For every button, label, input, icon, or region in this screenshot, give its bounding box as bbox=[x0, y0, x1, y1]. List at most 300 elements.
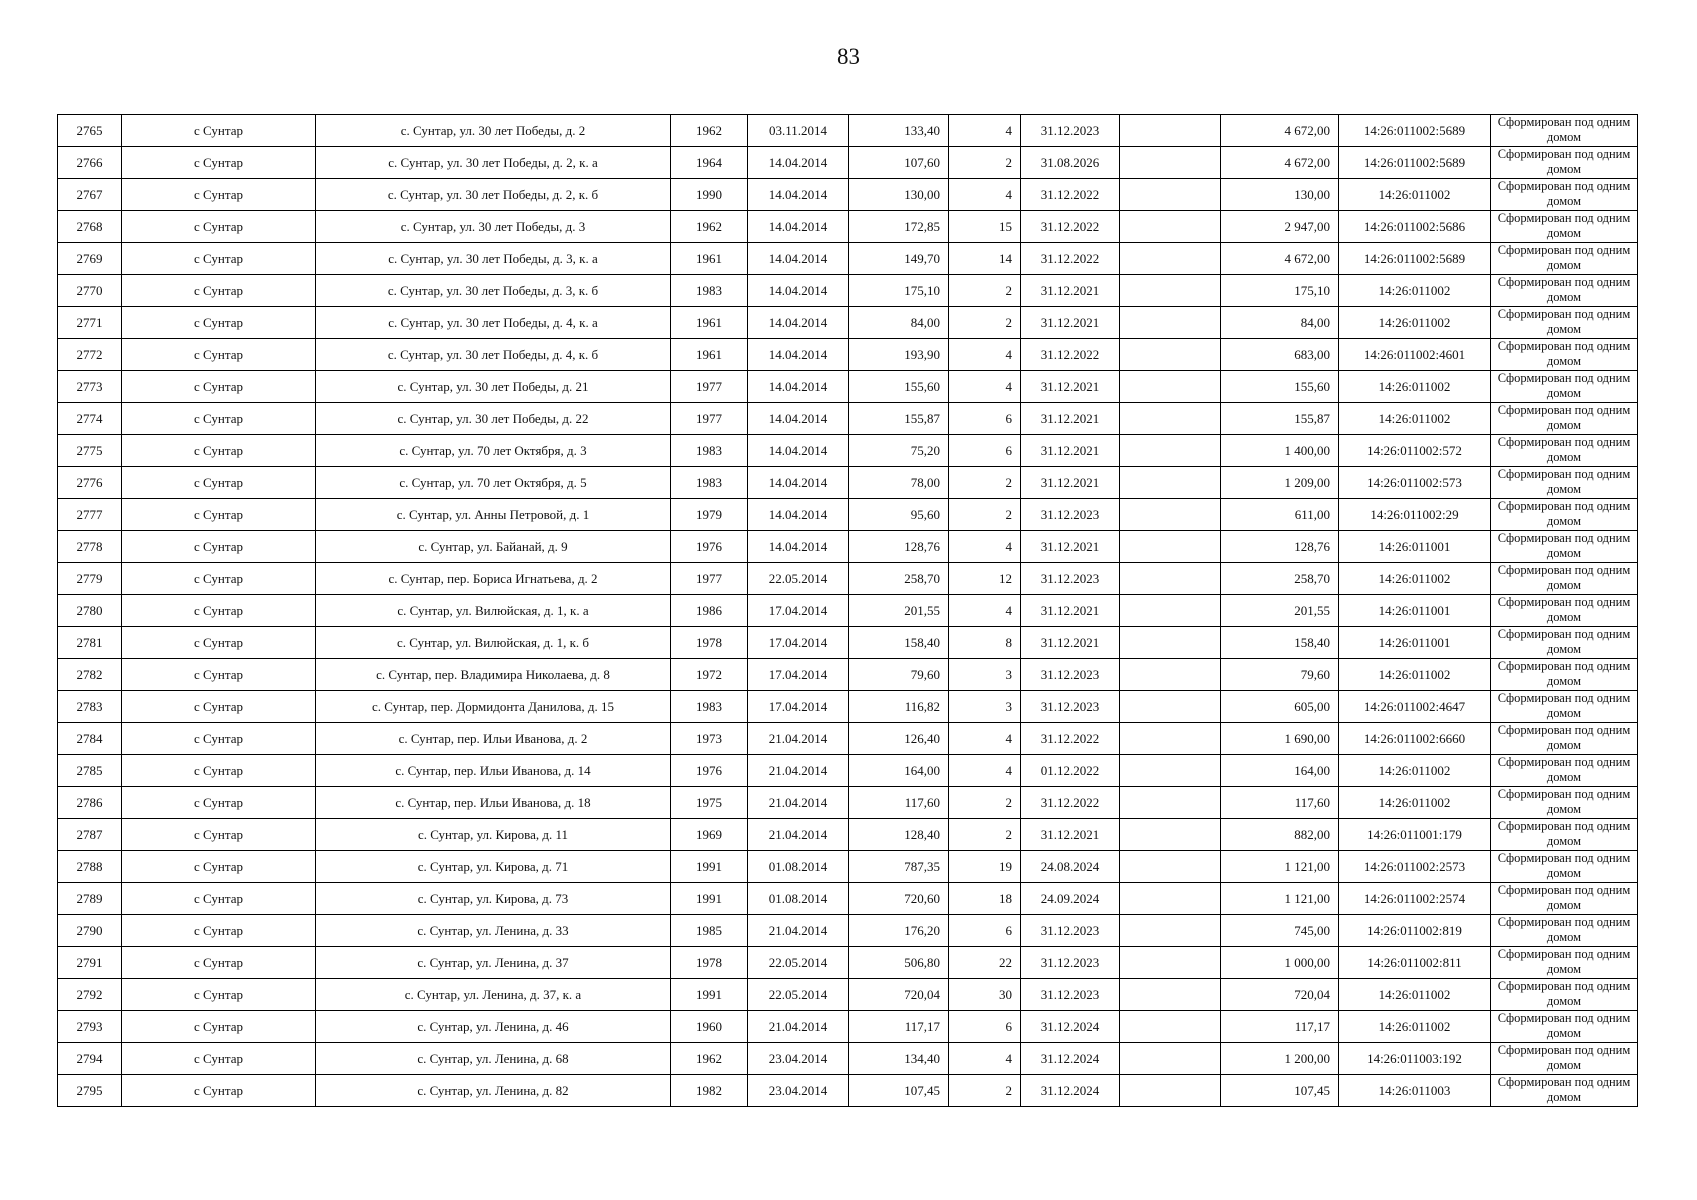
deadline-cell: 31.12.2022 bbox=[1021, 787, 1120, 819]
plot-area-cell: 201,55 bbox=[1221, 595, 1339, 627]
date-cell: 14.04.2014 bbox=[748, 339, 849, 371]
settlement-cell: с Сунтар bbox=[122, 339, 316, 371]
cadastral-number-cell: 14:26:011002:5689 bbox=[1339, 115, 1491, 147]
build-year-cell: 1983 bbox=[671, 467, 748, 499]
table-row bbox=[58, 595, 1638, 627]
deadline-cell: 24.08.2024 bbox=[1021, 851, 1120, 883]
deadline-cell: 31.08.2026 bbox=[1021, 147, 1120, 179]
cadastral-number-cell: 14:26:011002:819 bbox=[1339, 915, 1491, 947]
area-cell: 172,85 bbox=[849, 211, 949, 243]
build-year-cell: 1975 bbox=[671, 787, 748, 819]
empty-cell bbox=[1120, 435, 1221, 467]
plot-area-cell: 130,00 bbox=[1221, 179, 1339, 211]
build-year-cell: 1983 bbox=[671, 691, 748, 723]
cadastral-number-cell: 14:26:011002 bbox=[1339, 659, 1491, 691]
cadastral-number-cell: 14:26:011002:29 bbox=[1339, 499, 1491, 531]
plot-area-cell: 1 121,00 bbox=[1221, 883, 1339, 915]
plot-area-cell: 175,10 bbox=[1221, 275, 1339, 307]
deadline-cell: 31.12.2022 bbox=[1021, 179, 1120, 211]
residents-cell: 2 bbox=[949, 819, 1021, 851]
residents-cell: 4 bbox=[949, 115, 1021, 147]
address-cell: с. Сунтар, ул. 30 лет Победы, д. 4, к. б bbox=[316, 339, 671, 371]
residents-cell: 2 bbox=[949, 499, 1021, 531]
deadline-cell: 31.12.2023 bbox=[1021, 691, 1120, 723]
status-cell: Сформирован под одним домом bbox=[1491, 467, 1638, 499]
row-number-cell: 2795 bbox=[58, 1075, 122, 1107]
table-row bbox=[58, 755, 1638, 787]
address-cell: с. Сунтар, ул. 30 лет Победы, д. 22 bbox=[316, 403, 671, 435]
settlement-cell: с Сунтар bbox=[122, 499, 316, 531]
row-number-cell: 2792 bbox=[58, 979, 122, 1011]
plot-area-cell: 1 400,00 bbox=[1221, 435, 1339, 467]
status-cell: Сформирован под одним домом bbox=[1491, 147, 1638, 179]
date-cell: 01.08.2014 bbox=[748, 851, 849, 883]
status-cell: Сформирован под одним домом bbox=[1491, 403, 1638, 435]
residents-cell: 4 bbox=[949, 1043, 1021, 1075]
empty-cell bbox=[1120, 1075, 1221, 1107]
settlement-cell: с Сунтар bbox=[122, 531, 316, 563]
address-cell: с. Сунтар, ул. 30 лет Победы, д. 3, к. б bbox=[316, 275, 671, 307]
cadastral-number-cell: 14:26:011002 bbox=[1339, 403, 1491, 435]
date-cell: 14.04.2014 bbox=[748, 467, 849, 499]
date-cell: 23.04.2014 bbox=[748, 1075, 849, 1107]
area-cell: 107,60 bbox=[849, 147, 949, 179]
settlement-cell: с Сунтар bbox=[122, 275, 316, 307]
settlement-cell: с Сунтар bbox=[122, 787, 316, 819]
cadastral-number-cell: 14:26:011002 bbox=[1339, 371, 1491, 403]
status-cell: Сформирован под одним домом bbox=[1491, 371, 1638, 403]
row-number-cell: 2789 bbox=[58, 883, 122, 915]
plot-area-cell: 882,00 bbox=[1221, 819, 1339, 851]
cadastral-number-cell: 14:26:011002:811 bbox=[1339, 947, 1491, 979]
residents-cell: 2 bbox=[949, 467, 1021, 499]
status-cell: Сформирован под одним домом bbox=[1491, 755, 1638, 787]
deadline-cell: 31.12.2023 bbox=[1021, 915, 1120, 947]
build-year-cell: 1976 bbox=[671, 531, 748, 563]
settlement-cell: с Сунтар bbox=[122, 147, 316, 179]
empty-cell bbox=[1120, 115, 1221, 147]
date-cell: 14.04.2014 bbox=[748, 275, 849, 307]
deadline-cell: 31.12.2022 bbox=[1021, 723, 1120, 755]
plot-area-cell: 2 947,00 bbox=[1221, 211, 1339, 243]
plot-area-cell: 605,00 bbox=[1221, 691, 1339, 723]
address-cell: с. Сунтар, ул. 30 лет Победы, д. 2, к. б bbox=[316, 179, 671, 211]
build-year-cell: 1990 bbox=[671, 179, 748, 211]
table-row bbox=[58, 979, 1638, 1011]
settlement-cell: с Сунтар bbox=[122, 659, 316, 691]
status-cell: Сформирован под одним домом bbox=[1491, 1043, 1638, 1075]
area-cell: 128,40 bbox=[849, 819, 949, 851]
date-cell: 14.04.2014 bbox=[748, 179, 849, 211]
address-cell: с. Сунтар, ул. 30 лет Победы, д. 2 bbox=[316, 115, 671, 147]
date-cell: 14.04.2014 bbox=[748, 243, 849, 275]
table-row bbox=[58, 819, 1638, 851]
table-row bbox=[58, 307, 1638, 339]
status-cell: Сформирован под одним домом bbox=[1491, 819, 1638, 851]
address-cell: с. Сунтар, пер. Владимира Николаева, д. 8 bbox=[316, 659, 671, 691]
address-cell: с. Сунтар, ул. Анны Петровой, д. 1 bbox=[316, 499, 671, 531]
empty-cell bbox=[1120, 979, 1221, 1011]
residents-cell: 2 bbox=[949, 1075, 1021, 1107]
plot-area-cell: 84,00 bbox=[1221, 307, 1339, 339]
build-year-cell: 1991 bbox=[671, 979, 748, 1011]
build-year-cell: 1985 bbox=[671, 915, 748, 947]
plot-area-cell: 107,45 bbox=[1221, 1075, 1339, 1107]
address-cell: с. Сунтар, ул. Байанай, д. 9 bbox=[316, 531, 671, 563]
empty-cell bbox=[1120, 851, 1221, 883]
cadastral-number-cell: 14:26:011003 bbox=[1339, 1075, 1491, 1107]
deadline-cell: 31.12.2024 bbox=[1021, 1043, 1120, 1075]
date-cell: 17.04.2014 bbox=[748, 627, 849, 659]
status-cell: Сформирован под одним домом bbox=[1491, 275, 1638, 307]
settlement-cell: с Сунтар bbox=[122, 1011, 316, 1043]
row-number-cell: 2780 bbox=[58, 595, 122, 627]
empty-cell bbox=[1120, 147, 1221, 179]
empty-cell bbox=[1120, 275, 1221, 307]
build-year-cell: 1962 bbox=[671, 1043, 748, 1075]
plot-area-cell: 117,17 bbox=[1221, 1011, 1339, 1043]
area-cell: 175,10 bbox=[849, 275, 949, 307]
settlement-cell: с Сунтар bbox=[122, 179, 316, 211]
settlement-cell: с Сунтар bbox=[122, 883, 316, 915]
table-row bbox=[58, 947, 1638, 979]
deadline-cell: 31.12.2021 bbox=[1021, 627, 1120, 659]
empty-cell bbox=[1120, 787, 1221, 819]
status-cell: Сформирован под одним домом bbox=[1491, 979, 1638, 1011]
area-cell: 193,90 bbox=[849, 339, 949, 371]
address-cell: с. Сунтар, ул. 30 лет Победы, д. 2, к. а bbox=[316, 147, 671, 179]
plot-area-cell: 79,60 bbox=[1221, 659, 1339, 691]
plot-area-cell: 745,00 bbox=[1221, 915, 1339, 947]
empty-cell bbox=[1120, 691, 1221, 723]
cadastral-number-cell: 14:26:011002:572 bbox=[1339, 435, 1491, 467]
status-cell: Сформирован под одним домом bbox=[1491, 307, 1638, 339]
status-cell: Сформирован под одним домом bbox=[1491, 883, 1638, 915]
empty-cell bbox=[1120, 915, 1221, 947]
empty-cell bbox=[1120, 627, 1221, 659]
cadastral-number-cell: 14:26:011002:5689 bbox=[1339, 147, 1491, 179]
plot-area-cell: 1 121,00 bbox=[1221, 851, 1339, 883]
area-cell: 506,80 bbox=[849, 947, 949, 979]
build-year-cell: 1969 bbox=[671, 819, 748, 851]
deadline-cell: 31.12.2021 bbox=[1021, 531, 1120, 563]
build-year-cell: 1960 bbox=[671, 1011, 748, 1043]
area-cell: 78,00 bbox=[849, 467, 949, 499]
settlement-cell: с Сунтар bbox=[122, 851, 316, 883]
row-number-cell: 2768 bbox=[58, 211, 122, 243]
table-row bbox=[58, 403, 1638, 435]
residents-cell: 4 bbox=[949, 179, 1021, 211]
deadline-cell: 31.12.2024 bbox=[1021, 1075, 1120, 1107]
residents-cell: 18 bbox=[949, 883, 1021, 915]
address-cell: с. Сунтар, ул. Кирова, д. 73 bbox=[316, 883, 671, 915]
row-number-cell: 2772 bbox=[58, 339, 122, 371]
table-row bbox=[58, 627, 1638, 659]
date-cell: 21.04.2014 bbox=[748, 819, 849, 851]
deadline-cell: 31.12.2021 bbox=[1021, 403, 1120, 435]
settlement-cell: с Сунтар bbox=[122, 819, 316, 851]
row-number-cell: 2788 bbox=[58, 851, 122, 883]
empty-cell bbox=[1120, 595, 1221, 627]
address-cell: с. Сунтар, ул. Вилюйская, д. 1, к. б bbox=[316, 627, 671, 659]
date-cell: 14.04.2014 bbox=[748, 403, 849, 435]
empty-cell bbox=[1120, 723, 1221, 755]
table-row bbox=[58, 435, 1638, 467]
plot-area-cell: 258,70 bbox=[1221, 563, 1339, 595]
deadline-cell: 31.12.2023 bbox=[1021, 115, 1120, 147]
residents-cell: 6 bbox=[949, 403, 1021, 435]
residents-cell: 4 bbox=[949, 531, 1021, 563]
status-cell: Сформирован под одним домом bbox=[1491, 435, 1638, 467]
settlement-cell: с Сунтар bbox=[122, 947, 316, 979]
cadastral-number-cell: 14:26:011001 bbox=[1339, 627, 1491, 659]
address-cell: с. Сунтар, пер. Ильи Иванова, д. 2 bbox=[316, 723, 671, 755]
build-year-cell: 1964 bbox=[671, 147, 748, 179]
area-cell: 95,60 bbox=[849, 499, 949, 531]
status-cell: Сформирован под одним домом bbox=[1491, 595, 1638, 627]
address-cell: с. Сунтар, ул. 30 лет Победы, д. 4, к. а bbox=[316, 307, 671, 339]
page-number: 83 bbox=[837, 44, 860, 69]
address-cell: с. Сунтар, ул. Ленина, д. 46 bbox=[316, 1011, 671, 1043]
row-number-cell: 2765 bbox=[58, 115, 122, 147]
build-year-cell: 1976 bbox=[671, 755, 748, 787]
table-row bbox=[58, 1011, 1638, 1043]
deadline-cell: 31.12.2022 bbox=[1021, 243, 1120, 275]
empty-cell bbox=[1120, 211, 1221, 243]
table-row bbox=[58, 211, 1638, 243]
table-row bbox=[58, 339, 1638, 371]
residents-cell: 30 bbox=[949, 979, 1021, 1011]
status-cell: Сформирован под одним домом bbox=[1491, 947, 1638, 979]
row-number-cell: 2774 bbox=[58, 403, 122, 435]
settlement-cell: с Сунтар bbox=[122, 243, 316, 275]
row-number-cell: 2782 bbox=[58, 659, 122, 691]
table-row bbox=[58, 115, 1638, 147]
date-cell: 22.05.2014 bbox=[748, 563, 849, 595]
status-cell: Сформирован под одним домом bbox=[1491, 499, 1638, 531]
plot-area-cell: 117,60 bbox=[1221, 787, 1339, 819]
deadline-cell: 31.12.2021 bbox=[1021, 467, 1120, 499]
status-cell: Сформирован под одним домом bbox=[1491, 851, 1638, 883]
deadline-cell: 31.12.2021 bbox=[1021, 371, 1120, 403]
plot-area-cell: 720,04 bbox=[1221, 979, 1339, 1011]
address-cell: с. Сунтар, пер. Бориса Игнатьева, д. 2 bbox=[316, 563, 671, 595]
build-year-cell: 1978 bbox=[671, 947, 748, 979]
area-cell: 155,87 bbox=[849, 403, 949, 435]
date-cell: 17.04.2014 bbox=[748, 595, 849, 627]
status-cell: Сформирован под одним домом bbox=[1491, 1011, 1638, 1043]
deadline-cell: 01.12.2022 bbox=[1021, 755, 1120, 787]
build-year-cell: 1962 bbox=[671, 115, 748, 147]
residents-cell: 4 bbox=[949, 371, 1021, 403]
date-cell: 14.04.2014 bbox=[748, 211, 849, 243]
settlement-cell: с Сунтар bbox=[122, 723, 316, 755]
row-number-cell: 2786 bbox=[58, 787, 122, 819]
table-row bbox=[58, 723, 1638, 755]
build-year-cell: 1961 bbox=[671, 339, 748, 371]
row-number-cell: 2767 bbox=[58, 179, 122, 211]
settlement-cell: с Сунтар bbox=[122, 115, 316, 147]
address-cell: с. Сунтар, ул. Ленина, д. 68 bbox=[316, 1043, 671, 1075]
build-year-cell: 1982 bbox=[671, 1075, 748, 1107]
row-number-cell: 2783 bbox=[58, 691, 122, 723]
deadline-cell: 31.12.2021 bbox=[1021, 307, 1120, 339]
deadline-cell: 31.12.2024 bbox=[1021, 1011, 1120, 1043]
build-year-cell: 1986 bbox=[671, 595, 748, 627]
table-row bbox=[58, 147, 1638, 179]
deadline-cell: 31.12.2021 bbox=[1021, 275, 1120, 307]
address-cell: с. Сунтар, ул. 70 лет Октября, д. 5 bbox=[316, 467, 671, 499]
residents-cell: 4 bbox=[949, 595, 1021, 627]
build-year-cell: 1961 bbox=[671, 243, 748, 275]
plot-area-cell: 4 672,00 bbox=[1221, 243, 1339, 275]
deadline-cell: 31.12.2021 bbox=[1021, 819, 1120, 851]
area-cell: 117,60 bbox=[849, 787, 949, 819]
date-cell: 21.04.2014 bbox=[748, 723, 849, 755]
cadastral-number-cell: 14:26:011001 bbox=[1339, 531, 1491, 563]
table-row bbox=[58, 787, 1638, 819]
residents-cell: 3 bbox=[949, 691, 1021, 723]
address-cell: с. Сунтар, ул. 70 лет Октября, д. 3 bbox=[316, 435, 671, 467]
plot-area-cell: 4 672,00 bbox=[1221, 115, 1339, 147]
area-cell: 787,35 bbox=[849, 851, 949, 883]
status-cell: Сформирован под одним домом bbox=[1491, 659, 1638, 691]
table-body bbox=[58, 115, 1638, 1107]
status-cell: Сформирован под одним домом bbox=[1491, 531, 1638, 563]
settlement-cell: с Сунтар bbox=[122, 627, 316, 659]
cadastral-number-cell: 14:26:011002:2574 bbox=[1339, 883, 1491, 915]
area-cell: 149,70 bbox=[849, 243, 949, 275]
row-number-cell: 2781 bbox=[58, 627, 122, 659]
row-number-cell: 2785 bbox=[58, 755, 122, 787]
cadastral-number-cell: 14:26:011002 bbox=[1339, 755, 1491, 787]
address-cell: с. Сунтар, ул. Ленина, д. 37, к. а bbox=[316, 979, 671, 1011]
date-cell: 17.04.2014 bbox=[748, 659, 849, 691]
build-year-cell: 1983 bbox=[671, 275, 748, 307]
settlement-cell: с Сунтар bbox=[122, 1075, 316, 1107]
status-cell: Сформирован под одним домом bbox=[1491, 211, 1638, 243]
settlement-cell: с Сунтар bbox=[122, 691, 316, 723]
cadastral-number-cell: 14:26:011002 bbox=[1339, 1011, 1491, 1043]
table-row bbox=[58, 851, 1638, 883]
settlement-cell: с Сунтар bbox=[122, 211, 316, 243]
empty-cell bbox=[1120, 883, 1221, 915]
table-row bbox=[58, 883, 1638, 915]
cadastral-number-cell: 14:26:011002 bbox=[1339, 275, 1491, 307]
table-row bbox=[58, 915, 1638, 947]
residents-cell: 6 bbox=[949, 435, 1021, 467]
address-cell: с. Сунтар, ул. Ленина, д. 33 bbox=[316, 915, 671, 947]
row-number-cell: 2784 bbox=[58, 723, 122, 755]
build-year-cell: 1972 bbox=[671, 659, 748, 691]
build-year-cell: 1977 bbox=[671, 563, 748, 595]
deadline-cell: 31.12.2023 bbox=[1021, 979, 1120, 1011]
residents-cell: 2 bbox=[949, 147, 1021, 179]
table-row bbox=[58, 467, 1638, 499]
empty-cell bbox=[1120, 371, 1221, 403]
plot-area-cell: 155,60 bbox=[1221, 371, 1339, 403]
settlement-cell: с Сунтар bbox=[122, 467, 316, 499]
status-cell: Сформирован под одним домом bbox=[1491, 627, 1638, 659]
plot-area-cell: 155,87 bbox=[1221, 403, 1339, 435]
empty-cell bbox=[1120, 1043, 1221, 1075]
area-cell: 79,60 bbox=[849, 659, 949, 691]
date-cell: 21.04.2014 bbox=[748, 787, 849, 819]
area-cell: 117,17 bbox=[849, 1011, 949, 1043]
residents-cell: 2 bbox=[949, 307, 1021, 339]
date-cell: 03.11.2014 bbox=[748, 115, 849, 147]
settlement-cell: с Сунтар bbox=[122, 755, 316, 787]
status-cell: Сформирован под одним домом bbox=[1491, 1075, 1638, 1107]
address-cell: с. Сунтар, ул. Ленина, д. 37 bbox=[316, 947, 671, 979]
area-cell: 720,04 bbox=[849, 979, 949, 1011]
date-cell: 14.04.2014 bbox=[748, 499, 849, 531]
row-number-cell: 2775 bbox=[58, 435, 122, 467]
build-year-cell: 1983 bbox=[671, 435, 748, 467]
address-cell: с. Сунтар, пер. Дормидонта Данилова, д. 15 bbox=[316, 691, 671, 723]
empty-cell bbox=[1120, 1011, 1221, 1043]
area-cell: 720,60 bbox=[849, 883, 949, 915]
cadastral-number-cell: 14:26:011002:6660 bbox=[1339, 723, 1491, 755]
plot-area-cell: 158,40 bbox=[1221, 627, 1339, 659]
cadastral-number-cell: 14:26:011002:4601 bbox=[1339, 339, 1491, 371]
empty-cell bbox=[1120, 947, 1221, 979]
empty-cell bbox=[1120, 243, 1221, 275]
address-cell: с. Сунтар, пер. Ильи Иванова, д. 18 bbox=[316, 787, 671, 819]
build-year-cell: 1991 bbox=[671, 851, 748, 883]
row-number-cell: 2771 bbox=[58, 307, 122, 339]
row-number-cell: 2777 bbox=[58, 499, 122, 531]
empty-cell bbox=[1120, 531, 1221, 563]
settlement-cell: с Сунтар bbox=[122, 595, 316, 627]
build-year-cell: 1978 bbox=[671, 627, 748, 659]
empty-cell bbox=[1120, 179, 1221, 211]
row-number-cell: 2787 bbox=[58, 819, 122, 851]
cadastral-number-cell: 14:26:011002:5689 bbox=[1339, 243, 1491, 275]
settlement-cell: с Сунтар bbox=[122, 403, 316, 435]
date-cell: 14.04.2014 bbox=[748, 371, 849, 403]
status-cell: Сформирован под одним домом bbox=[1491, 243, 1638, 275]
residents-cell: 3 bbox=[949, 659, 1021, 691]
area-cell: 201,55 bbox=[849, 595, 949, 627]
empty-cell bbox=[1120, 307, 1221, 339]
cadastral-number-cell: 14:26:011002 bbox=[1339, 563, 1491, 595]
area-cell: 134,40 bbox=[849, 1043, 949, 1075]
status-cell: Сформирован под одним домом bbox=[1491, 339, 1638, 371]
build-year-cell: 1979 bbox=[671, 499, 748, 531]
residents-cell: 8 bbox=[949, 627, 1021, 659]
address-cell: с. Сунтар, ул. 30 лет Победы, д. 3, к. а bbox=[316, 243, 671, 275]
settlement-cell: с Сунтар bbox=[122, 435, 316, 467]
deadline-cell: 31.12.2023 bbox=[1021, 659, 1120, 691]
row-number-cell: 2778 bbox=[58, 531, 122, 563]
row-number-cell: 2770 bbox=[58, 275, 122, 307]
plot-area-cell: 1 200,00 bbox=[1221, 1043, 1339, 1075]
residents-cell: 15 bbox=[949, 211, 1021, 243]
area-cell: 130,00 bbox=[849, 179, 949, 211]
cadastral-number-cell: 14:26:011002:573 bbox=[1339, 467, 1491, 499]
status-cell: Сформирован под одним домом bbox=[1491, 691, 1638, 723]
date-cell: 17.04.2014 bbox=[748, 691, 849, 723]
status-cell: Сформирован под одним домом bbox=[1491, 915, 1638, 947]
date-cell: 21.04.2014 bbox=[748, 755, 849, 787]
cadastral-number-cell: 14:26:011002:2573 bbox=[1339, 851, 1491, 883]
address-cell: с. Сунтар, ул. Ленина, д. 82 bbox=[316, 1075, 671, 1107]
plot-area-cell: 4 672,00 bbox=[1221, 147, 1339, 179]
deadline-cell: 31.12.2021 bbox=[1021, 595, 1120, 627]
build-year-cell: 1991 bbox=[671, 883, 748, 915]
plot-area-cell: 611,00 bbox=[1221, 499, 1339, 531]
